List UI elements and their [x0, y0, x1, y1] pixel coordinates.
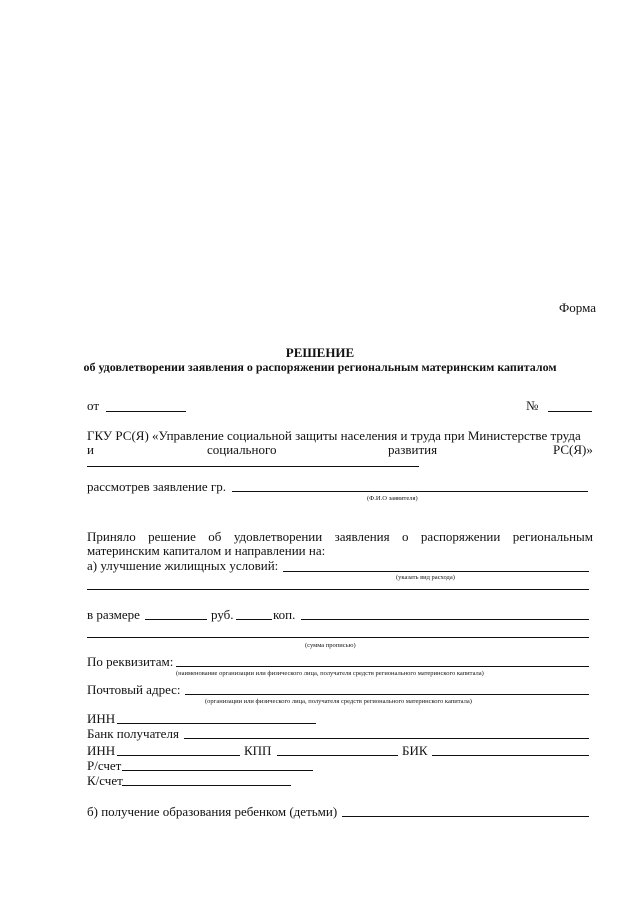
amount-kop-field[interactable] [236, 619, 272, 620]
bank-field[interactable] [184, 738, 589, 739]
organization-word: развития [388, 442, 438, 457]
considered-label: рассмотрев заявление гр. [87, 479, 226, 494]
date-label: от [87, 398, 100, 413]
decision-line-1: Приняло решение об удовлетворении заявления о распоряжении региональным [87, 529, 593, 544]
number-field[interactable] [548, 411, 592, 412]
document-title: РЕШЕНИЕ [285, 345, 355, 360]
amount-rub-field[interactable] [145, 619, 207, 620]
kpp-field[interactable] [277, 755, 398, 756]
organization-underline [87, 466, 419, 467]
inn-label-2: ИНН [87, 743, 116, 758]
date-field[interactable] [106, 411, 186, 412]
postal-caption: (организации или физического лица, получателя средств регионального материнского капитала) [205, 698, 472, 705]
amount-extra-field[interactable] [301, 619, 589, 620]
organization-word: и [87, 442, 94, 457]
amount-kop-label: коп. [273, 607, 296, 622]
requisites-label: По реквизитам: [87, 654, 174, 669]
inn-label: ИНН [87, 711, 116, 726]
bik-label: БИК [402, 743, 428, 758]
applicant-caption: (Ф.И.О заявителя) [367, 495, 418, 502]
ks-label: К/счет [87, 773, 123, 788]
bank-label: Банк получателя [87, 726, 179, 741]
rs-label: Р/счет [87, 758, 122, 773]
bik-field[interactable] [432, 755, 589, 756]
form-label: Форма [559, 300, 596, 315]
amount-words-field[interactable] [87, 637, 589, 638]
organization-line-1: ГКУ РС(Я) «Управление социальной защиты населения и труда при Министерстве труда [87, 428, 581, 443]
applicant-name-field[interactable] [232, 491, 588, 492]
requisites-caption: (наименование организации или физического лица, получателя средств регионального материнского капитала) [176, 670, 484, 677]
requisites-field[interactable] [176, 666, 589, 667]
organization-word: РС(Я)» [553, 442, 593, 457]
decision-line-2: материнским капиталом и направлении на: [87, 543, 326, 558]
document-subtitle: об удовлетворении заявления о распоряжении региональным материнским капиталом [83, 360, 557, 374]
postal-address-field[interactable] [185, 694, 589, 695]
education-field[interactable] [342, 816, 589, 817]
kpp-label: КПП [244, 743, 272, 758]
inn-field-2[interactable] [117, 755, 240, 756]
rs-field[interactable] [122, 770, 313, 771]
item-b-label: б) получение образования ребенком (детьми) [87, 804, 338, 819]
amount-words-caption: (сумма прописью) [305, 642, 356, 649]
postal-label: Почтовый адрес: [87, 682, 181, 697]
expense-caption: (указать вид расхода) [396, 574, 455, 581]
inn-field[interactable] [117, 723, 316, 724]
expense-type-field-2[interactable] [87, 589, 589, 590]
organization-word: социального [207, 442, 277, 457]
ks-field[interactable] [122, 785, 291, 786]
item-a-label: а) улучшение жилищных условий: [87, 558, 279, 573]
expense-type-field[interactable] [283, 571, 589, 572]
number-label: № [526, 398, 539, 413]
amount-rub-label: руб. [211, 607, 234, 622]
amount-prefix: в размере [87, 607, 140, 622]
